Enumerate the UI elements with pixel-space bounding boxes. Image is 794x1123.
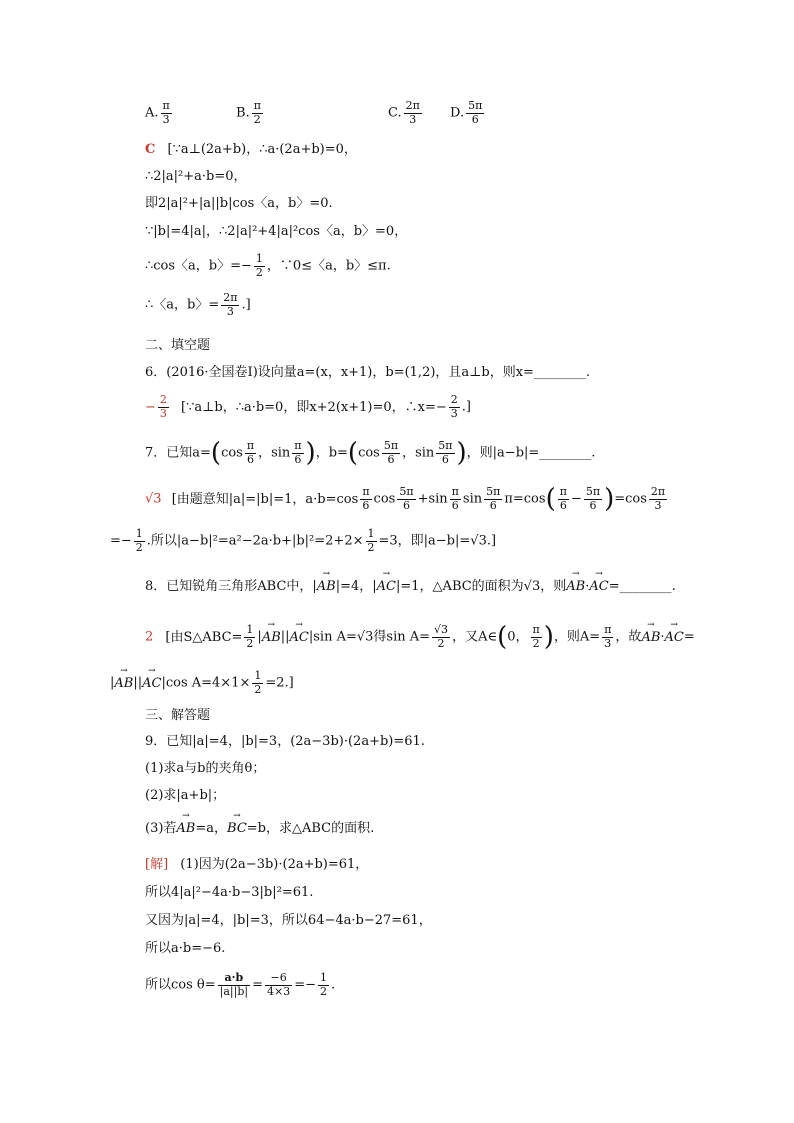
option-b-fraction: $\frac{\pi}{2}$ bbox=[253, 99, 261, 126]
option-d bbox=[450, 100, 486, 126]
q9-part1: (1)求a与b的夹角θ； bbox=[145, 761, 266, 776]
q9-part2: (2)求|a+b|； bbox=[145, 788, 226, 803]
solution-label: [解] bbox=[145, 857, 169, 872]
option-a-fraction: $\frac{\pi}{3}$ bbox=[162, 99, 170, 126]
option-b-label: B. bbox=[236, 105, 250, 121]
q9-solution-line4: 所以a·b=−6. bbox=[145, 941, 226, 956]
option-d-label: D. bbox=[450, 105, 465, 121]
q6-question: 6．(2016·全国卷Ⅰ)设向量a=(x，x+1)，b=(1,2)，且a⊥b，则x=________. bbox=[145, 365, 591, 380]
vector-ac: → AC bbox=[377, 580, 396, 593]
q5-line1-text: [∵a⊥(2a+b)，∴a·(2a+b)=0， bbox=[167, 142, 357, 157]
q5-answer: C bbox=[145, 142, 156, 157]
q5-solution-line1 bbox=[145, 143, 357, 156]
section3-title: 三、解答题 bbox=[145, 708, 211, 723]
option-c bbox=[388, 100, 424, 126]
q5-solution-line4: ∵|b|=4|a|，∴2|a|²+4|a|²cos〈a，b〉=0， bbox=[145, 224, 408, 239]
q9-solution-line1: [解] (1)因为(2a−3b)·(2a+b)=61， bbox=[145, 857, 369, 872]
vector-ab: → AB bbox=[176, 822, 195, 835]
option-d-fraction: $\frac{5\pi}{6}$ bbox=[468, 99, 483, 126]
option-a bbox=[145, 100, 174, 126]
q5-solution-line5: ∴cos〈a，b〉=− $\frac{1}{2}$ ，∵0≤〈a，b〉≤π. bbox=[145, 252, 391, 279]
q8-solution-line1: 2 [由S△ABC= $\frac{1}{2}$ |→ AB||→ AC|sin A=√3得sin A= $\frac{√3}{2}$ ，又A∈(0， $\frac{\pi}{2}$ )，则A= $\frac{\pi}{3}$ ，故→ AB·→ AC= bbox=[145, 624, 695, 650]
q9-solution-line2: 所以4|a|²−4a·b−3|b|²=61. bbox=[145, 885, 314, 900]
q9-question: 9．已知|a|=4，|b|=3，(2a−3b)·(2a+b)=61. bbox=[145, 734, 425, 749]
q8-question: 8．已知锐角三角形ABC中，|→ AB|=4，|→ AC|=1，△ABC的面积为√3，则→ AB·→ AC=________. bbox=[145, 580, 676, 593]
vector-bc: → BC bbox=[227, 822, 247, 835]
option-b bbox=[236, 100, 265, 126]
q9-part3: (3)若→ AB=a，→ BC=b，求△ABC的面积. bbox=[145, 822, 374, 835]
q5-frac-half: $\frac{1}{2}$ bbox=[255, 252, 263, 279]
q6-answer: − $\frac{2}{3}$ bbox=[145, 393, 167, 420]
q9-solution-line3: 又因为|a|=4，|b|=3，所以64−4a·b−27=61， bbox=[145, 913, 432, 928]
q8-answer: 2 bbox=[145, 629, 154, 645]
q5-solution-line2: ∴2|a|²+a·b=0， bbox=[145, 169, 247, 184]
vector-ab: → AB bbox=[317, 580, 336, 593]
q7-solution-line2: =− $\frac{1}{2}$ .所以|a−b|²=a²−2a·b+|b|²=2+2× $\frac{1}{2}$ =3，即|a−b|=√3.] bbox=[110, 527, 497, 554]
q5-solution-line6: ∴〈a，b〉= $\frac{2\pi}{3}$ .] bbox=[145, 291, 251, 318]
q7-solution-line1: √3 [由题意知|a|=|b|=1，a·b=cos $\frac{\pi}{6}$ cos $\frac{5\pi}{6}$ +sin $\frac{\pi}{6}$ sin $\frac{5\pi}{6}$ π=cos( $\frac{\pi}{6}$ − $\frac{5\pi}{6}$ )=cos $\frac{2\pi}{3}$ bbox=[145, 484, 666, 515]
q8-solution-line2: |→ AB||→ AC|cos A=4×1× $\frac{1}{2}$ =2.] bbox=[110, 670, 294, 696]
option-c-fraction: $\frac{2\pi}{3}$ bbox=[405, 99, 420, 126]
option-c-label: C. bbox=[388, 105, 402, 121]
option-a-label: A. bbox=[145, 105, 159, 121]
q7-question: 7．已知a=(cos $\frac{\pi}{6}$ ，sin $\frac{\pi}{6}$ )，b=(cos $\frac{5\pi}{6}$ ，sin $\frac{5\pi}{6}$ )，则|a−b|=________. bbox=[145, 438, 596, 469]
q5-solution-line3: 即2|a|²+|a||b|cos〈a，b〉=0. bbox=[145, 196, 333, 211]
q7-answer: √3 bbox=[145, 491, 162, 507]
q5-frac-2pi3: $\frac{2\pi}{3}$ bbox=[223, 291, 238, 318]
q6-solution: − $\frac{2}{3}$ [∵a⊥b，∴a·b=0，即x+2(x+1)=0，∴x=− $\frac{2}{3}$ .] bbox=[145, 393, 471, 420]
section2-title: 二、填空题 bbox=[145, 338, 211, 353]
q9-solution-line5: 所以cos θ= $\frac{a\cdot b}{|a||b|}$ = $\frac{-6}{4\times 3}$ =− $\frac{1}{2}$ . bbox=[145, 971, 336, 998]
